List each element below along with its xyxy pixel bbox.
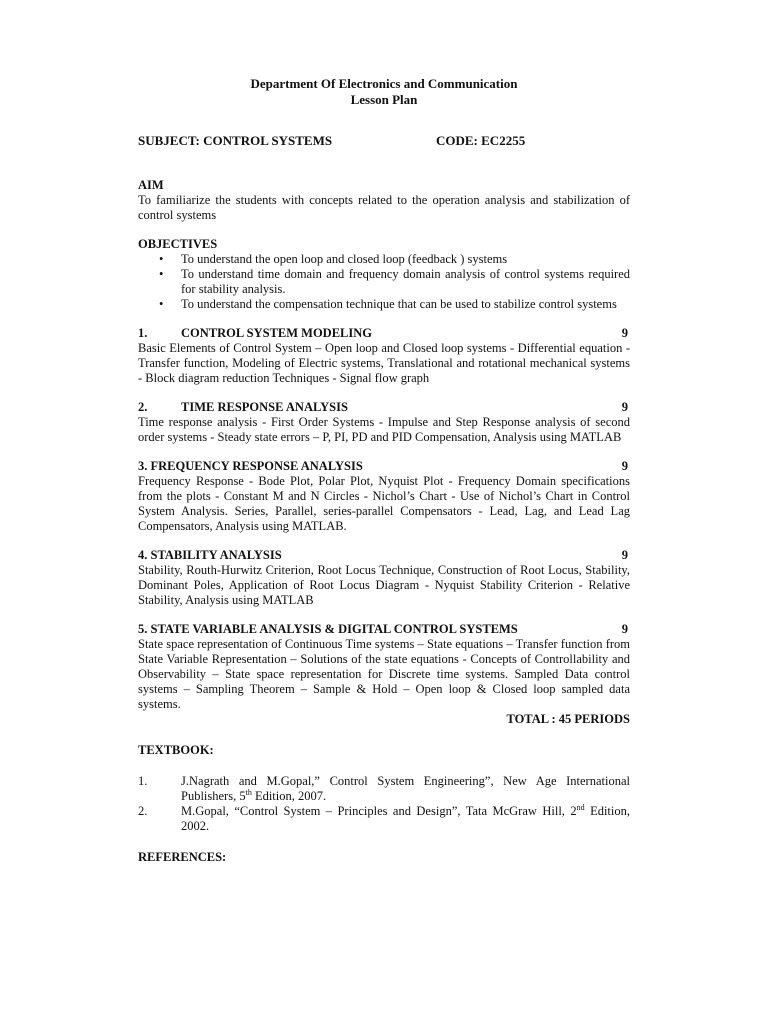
unit-heading [138,622,630,637]
unit-hours: 9 [621,400,628,414]
objective-text: To understand time domain and frequency domain analysis of control systems required for stability analysis. [181,267,630,296]
unit-section [138,459,630,534]
objective-text: To understand the compensation technique that can be used to stabilize control systems [181,297,617,311]
bullet-icon: • [159,297,164,311]
bullet-icon: • [159,252,164,266]
unit-heading [138,548,630,563]
textbook-text-end: Edition, 2007. [251,789,327,803]
textbook-text-main: J.Nagrath and M.Gopal,” Control System Engineering”, New Age International Publishers, 5 [181,774,630,803]
unit-hours: 9 [621,326,628,340]
unit-content: Basic Elements of Control System – Open loop and Closed loop systems - Differential equation - Transfer function, Modeling of Electric systems, Translational and rotational mechanical systems - Block diagram reduction Techniques - Signal flow graph [138,341,630,385]
unit-content: Stability, Routh-Hurwitz Criterion, Root Locus Technique, Construction of Root Locus, Stability, Dominant Poles, Application of Root Locus Diagram - Nyquist Stability Criterion - Relative Stability, Analysis using MATLAB [138,563,630,607]
unit-title: FREQUENCY RESPONSE ANALYSIS [150,459,363,473]
unit-content: Frequency Response - Bode Plot, Polar Plot, Nyquist Plot - Frequency Domain specifications from the plots - Constant M and N Circles - Nichol’s Chart - Use of Nichol’s Chart in Control System Analysis. Series, Parallel, series-parallel Compensators - Lead, Lag, and Lead Lag Compensators, Analysis using MATLAB. [138,474,630,533]
textbook-text-end: Edition, 2002. [181,804,630,833]
unit-content: State space representation of Continuous Time systems – State equations – Transfer function from State Variable Representation – Solutions of the state equations - Concepts of Controllability and Observability – State space representation for Discrete time systems. Sampled Data control systems – Sampling Theorem – Sample & Hold – Open loop & Closed loop sampled data systems. [138,637,630,711]
unit-section [138,622,630,727]
total-periods: TOTAL : 45 PERIODS [506,712,630,726]
textbook-text [181,804,630,834]
subject-row [138,133,630,148]
textbook-item [138,774,630,804]
unit-hours: 9 [621,548,628,562]
unit-section [138,400,630,445]
objective-item [138,252,630,267]
department-title: Department Of Electronics and Communication [250,76,518,91]
objectives-list [138,252,630,312]
textbook-list [138,774,630,834]
doc-type-title: Lesson Plan [350,92,418,107]
unit-title: STABILITY ANALYSIS [150,548,282,562]
unit-title: TIME RESPONSE ANALYSIS [181,400,348,414]
unit-heading [138,326,630,341]
textbook-text-main: M.Gopal, “Control System – Principles and Design”, Tata McGraw Hill, 2 [181,804,577,818]
subject-code: CODE: EC2255 [436,133,526,148]
unit-hours: 9 [621,622,628,636]
unit-number: 1. [138,326,148,340]
unit-section [138,326,630,386]
textbook-text-sup: nd [576,803,585,812]
textbook-text [181,774,630,804]
aim-text: To familiarize the students with concepts related to the operation analysis and stabilization of control systems [138,193,630,222]
objectives-heading: OBJECTIVES [138,237,218,251]
unit-title: CONTROL SYSTEM MODELING [181,326,373,340]
unit-number: 2. [138,400,148,414]
aim-section [138,178,630,223]
textbook-heading: TEXTBOOK: [138,743,214,757]
textbook-number: 2. [138,804,148,818]
subject-label: SUBJECT: CONTROL SYSTEMS [138,133,333,148]
unit-heading [138,400,630,415]
textbook-item [138,804,630,834]
unit-number: 5. [138,622,148,636]
aim-heading: AIM [138,178,164,192]
unit-title: STATE VARIABLE ANALYSIS & DIGITAL CONTROL SYSTEMS [150,622,518,636]
objective-item [138,267,630,297]
unit-number: 4. [138,548,148,562]
lesson-plan-page [138,76,630,865]
unit-heading [138,459,630,474]
objectives-section [138,237,630,312]
bullet-icon: • [159,267,164,281]
textbook-text-sup: th [245,788,252,797]
unit-number: 3. [138,459,148,473]
objective-text: To understand the open loop and closed loop (feedback ) systems [181,252,508,266]
objective-item [138,297,630,312]
unit-hours: 9 [621,459,628,473]
references-heading: REFERENCES: [138,850,227,864]
unit-content: Time response analysis - First Order Systems - Impulse and Step Response analysis of second order systems - Steady state errors – P, PI, PD and PID Compensation, Analysis using MATLAB [138,415,630,444]
unit-section [138,548,630,608]
textbook-number: 1. [138,774,148,788]
